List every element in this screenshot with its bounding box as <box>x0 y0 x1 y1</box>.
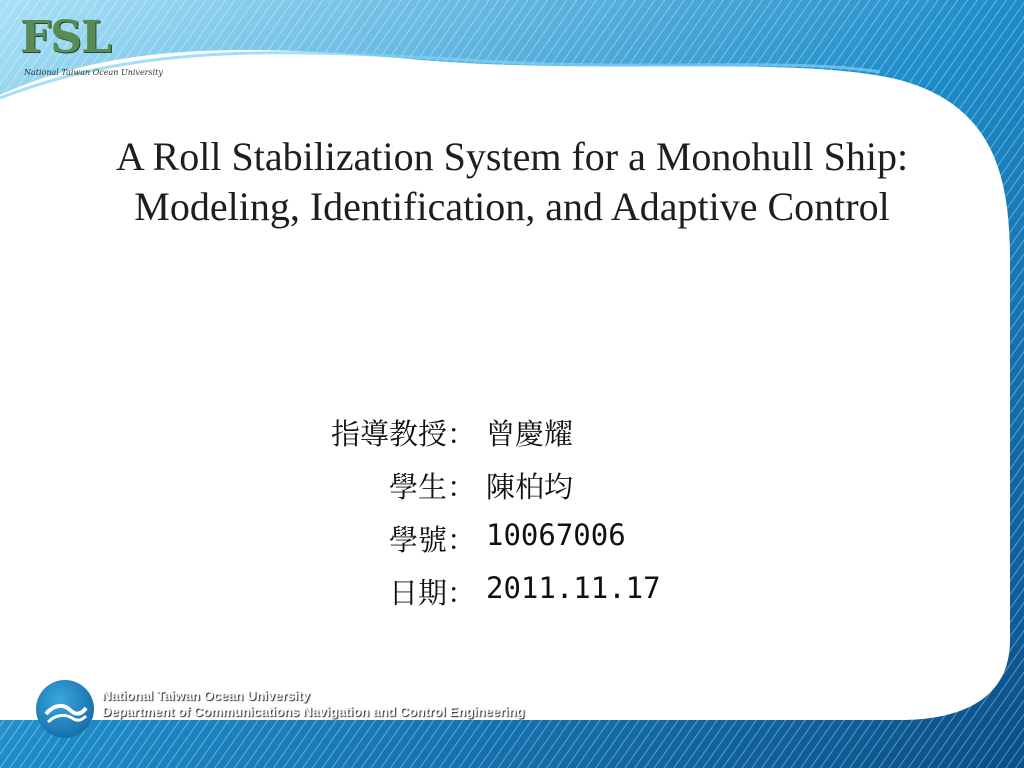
student-label: 學生： <box>388 470 476 504</box>
advisor-label: 指導教授： <box>330 417 476 451</box>
student-id-value: 10067006 <box>486 518 626 552</box>
slide-title <box>20 132 1004 232</box>
student-id-label: 學號： <box>388 523 476 557</box>
title-line-2: Modeling, Identification, and Adaptive Control <box>134 184 890 229</box>
info-row-student-id <box>300 518 720 571</box>
footer <box>36 680 596 740</box>
footer-university: National Taiwan Ocean University <box>102 688 310 703</box>
info-block <box>300 412 720 624</box>
university-emblem-icon <box>36 680 94 738</box>
footer-department: Department of Communications Navigation and Control Engineering <box>102 704 525 719</box>
logo-subtitle: National Taiwan Ocean University <box>24 68 163 77</box>
student-value: 陳柏均 <box>486 470 574 504</box>
info-row-date <box>300 571 720 624</box>
info-row-student <box>300 465 720 518</box>
info-row-advisor <box>300 412 720 465</box>
advisor-value: 曾慶耀 <box>486 417 574 451</box>
date-label: 日期： <box>388 576 476 610</box>
fsl-logo <box>20 12 163 77</box>
logo-text: FSL <box>20 12 111 63</box>
footer-text <box>102 688 525 720</box>
title-line-1: A Roll Stabilization System for a Monohull Ship: <box>115 134 909 179</box>
date-value: 2011.11.17 <box>486 571 661 605</box>
